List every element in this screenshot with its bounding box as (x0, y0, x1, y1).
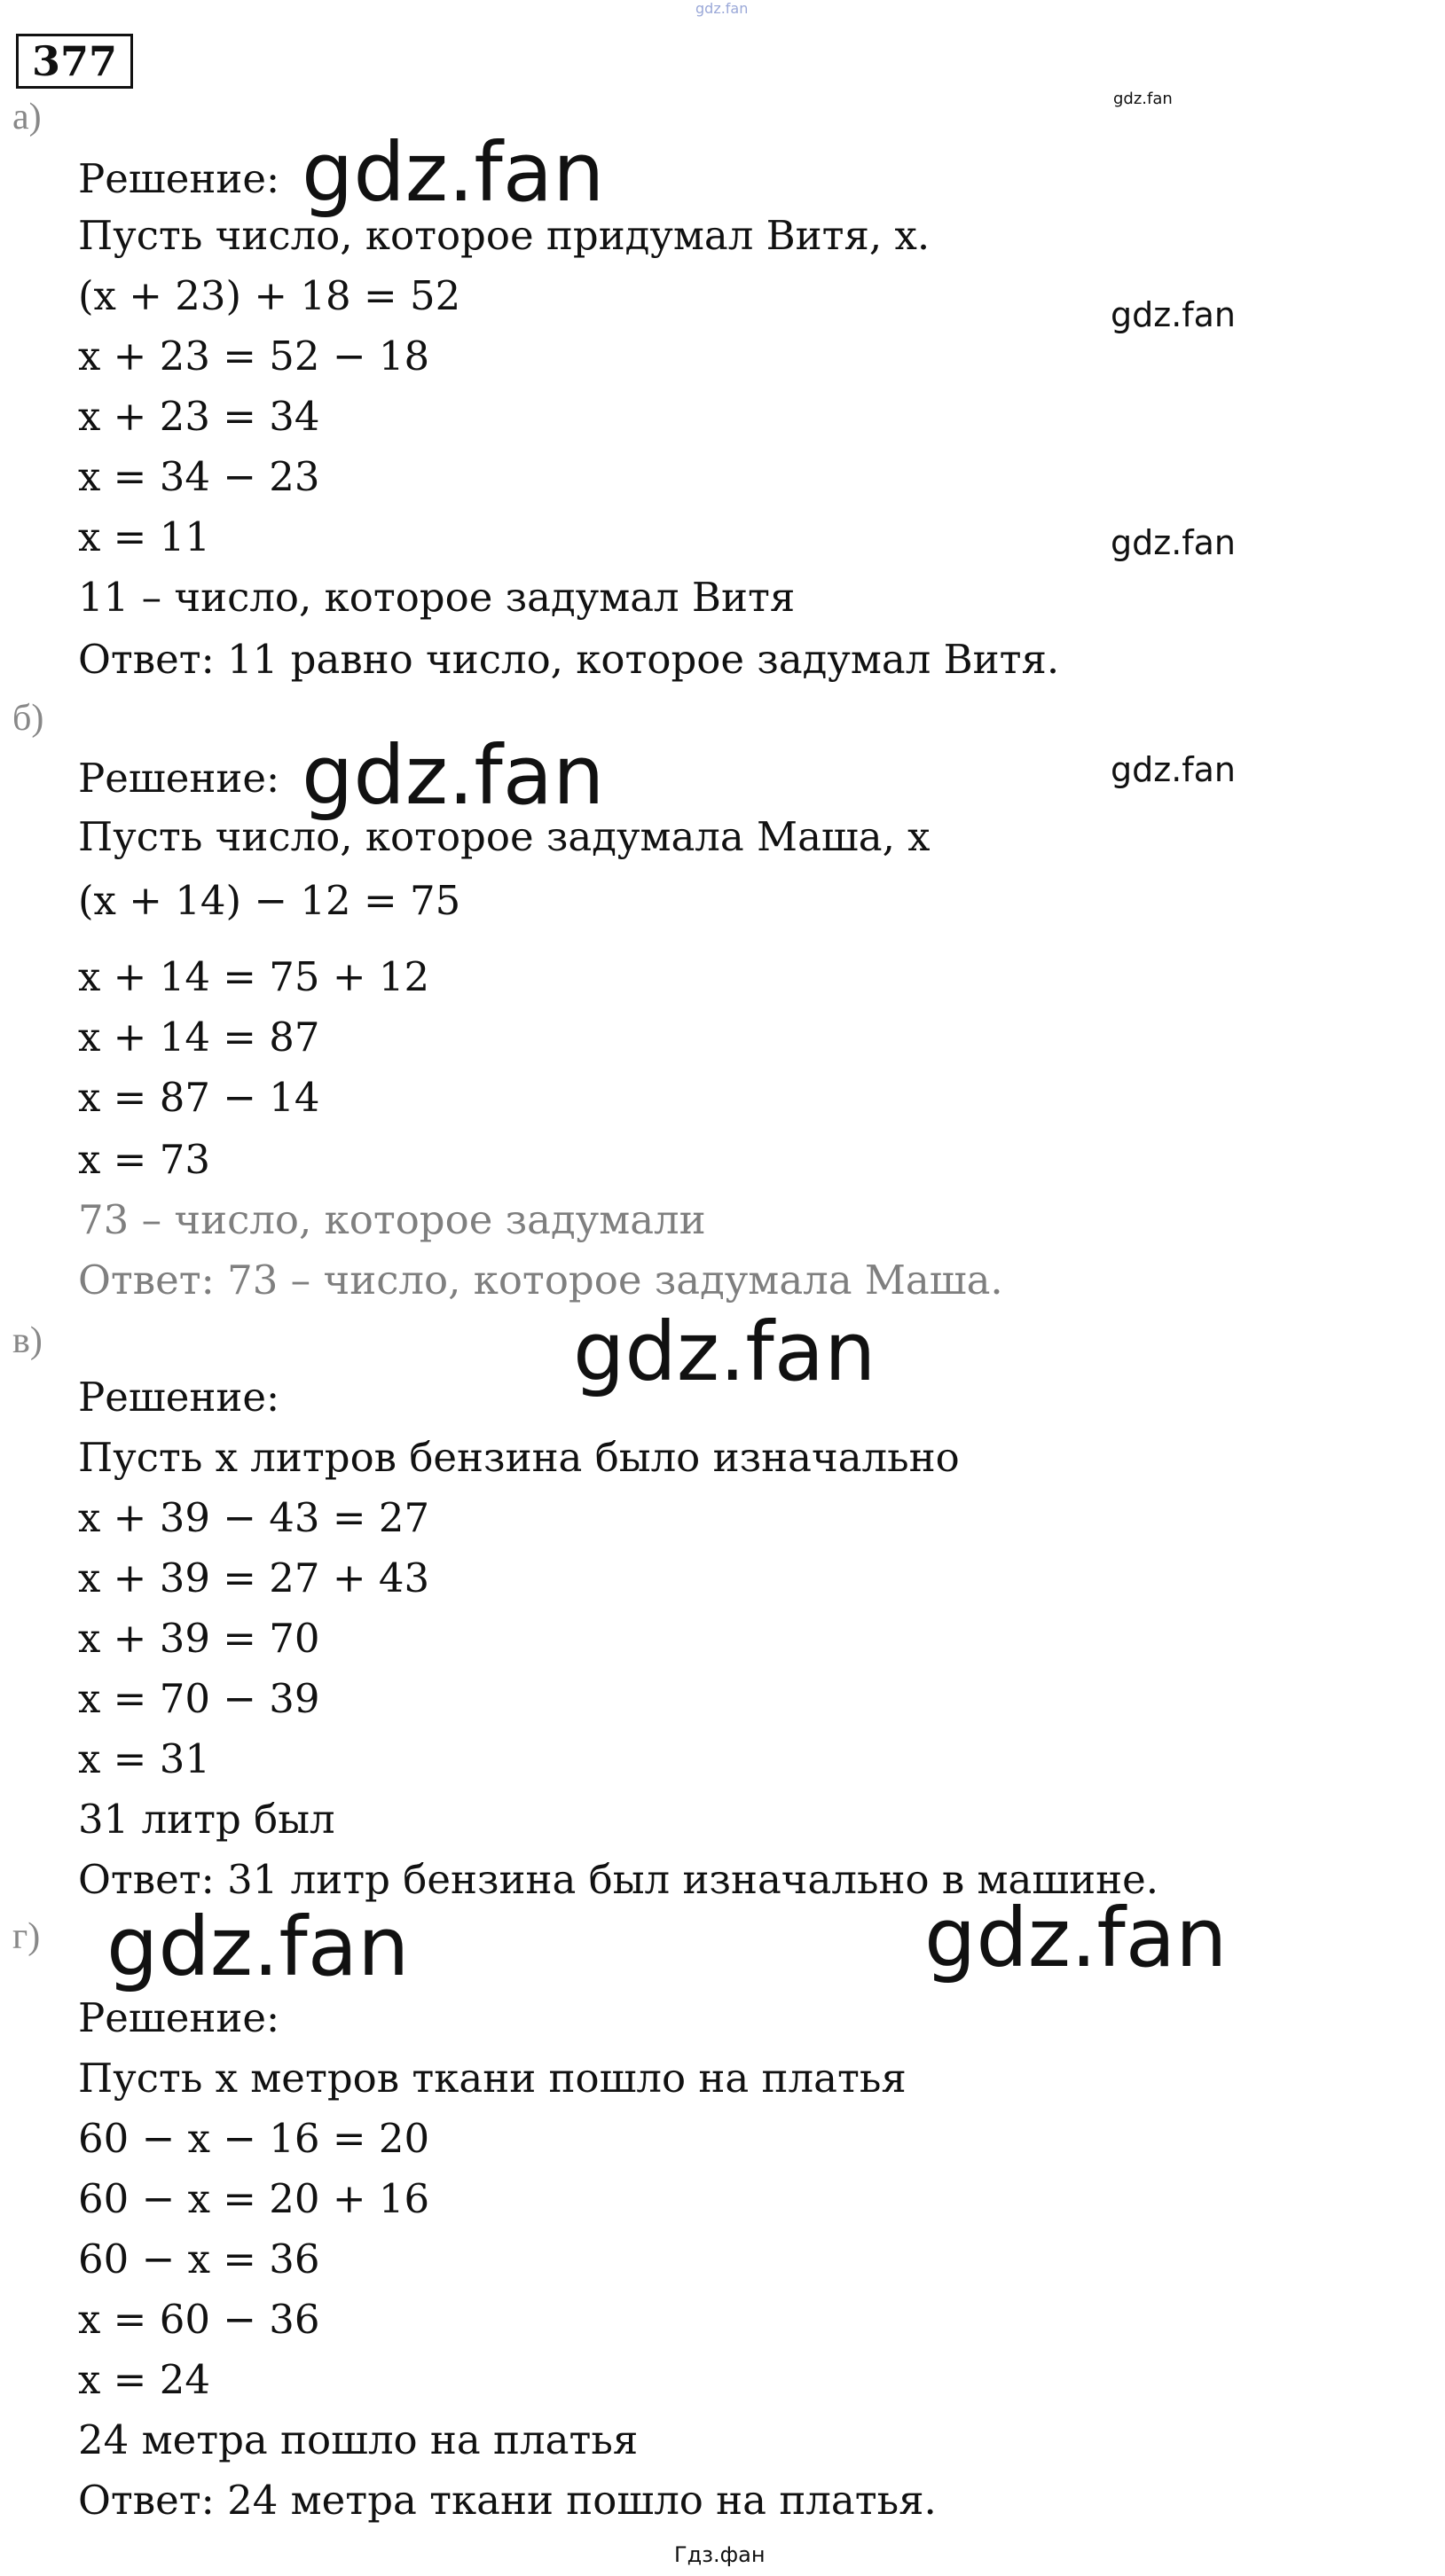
equation-line: x + 23 = 34 (78, 393, 320, 440)
watermark-medium: gdz.fan (1111, 523, 1237, 562)
equation-line: x = 87 − 14 (78, 1074, 320, 1121)
equation-line: x = 24 (78, 2356, 210, 2403)
watermark-medium: gdz.fan (1111, 295, 1237, 334)
solution-line: 24 метра пошло на платья (78, 2416, 639, 2463)
solution-line: 73 – число, которое задумали (78, 1196, 706, 1243)
problem-number: 377 (16, 34, 133, 89)
equation-line: 60 − x = 36 (78, 2235, 320, 2282)
equation-line: 60 − x − 16 = 20 (78, 2115, 430, 2162)
watermark-big: gdz.fan (573, 1304, 876, 1399)
answer-line: Ответ: 31 литр бензина был изначально в машине. (78, 1856, 1159, 1903)
equation-line: x = 11 (78, 513, 210, 560)
equation-line: x + 14 = 87 (78, 1014, 320, 1061)
watermark-small: gdz.fan (1113, 90, 1173, 108)
solution-line: 31 литр был (78, 1796, 335, 1843)
watermark-big: gdz.fan (302, 125, 605, 220)
solution-line: Пусть число, которое задумала Маша, x (78, 813, 931, 860)
equation-line: x = 73 (78, 1136, 210, 1183)
section-letter-g: г) (12, 1916, 41, 1957)
equation-line: x + 14 = 75 + 12 (78, 953, 430, 1000)
equation-line: x = 31 (78, 1735, 210, 1782)
answer-line: Ответ: 24 метра ткани пошло на платья. (78, 2477, 937, 2524)
watermark-top: gdz.fan (695, 0, 749, 17)
equation-line: (x + 23) + 18 = 52 (78, 272, 461, 319)
solution-line: Пусть число, которое придумал Витя, x. (78, 212, 931, 259)
equation-line: x + 39 = 27 + 43 (78, 1554, 430, 1601)
answer-line: Ответ: 11 равно число, которое задумал Витя. (78, 636, 1060, 683)
solution-line: Пусть x метров ткани пошло на платья (78, 2055, 907, 2102)
equation-line: 60 − x = 20 + 16 (78, 2175, 430, 2222)
solution-label: Решение: (78, 155, 280, 202)
equation-line: x = 60 − 36 (78, 2296, 320, 2343)
equation-line: x = 34 − 23 (78, 453, 320, 500)
equation-line: x + 23 = 52 − 18 (78, 333, 430, 380)
section-letter-v: в) (12, 1320, 43, 1361)
solution-line: 11 – число, которое задумал Витя (78, 574, 796, 621)
watermark-medium: gdz.fan (1111, 750, 1237, 789)
equation-line: (x + 14) − 12 = 75 (78, 877, 461, 924)
equation-line: x = 70 − 39 (78, 1675, 320, 1722)
solution-label: Решение: (78, 1374, 280, 1421)
watermark-big: gdz.fan (924, 1891, 1228, 1985)
section-letter-a: а) (12, 97, 42, 137)
equation-line: x + 39 = 70 (78, 1615, 320, 1662)
solution-label: Решение: (78, 1994, 280, 2041)
section-letter-b: б) (12, 698, 44, 739)
equation-line: x + 39 − 43 = 27 (78, 1494, 430, 1541)
watermark-big: gdz.fan (302, 728, 605, 823)
solution-line: Пусть x литров бензина было изначально (78, 1434, 960, 1481)
answer-line: Ответ: 73 – число, которое задумала Маша. (78, 1257, 1003, 1304)
solution-label: Решение: (78, 755, 280, 802)
watermark-footer: Гдз.фан (674, 2542, 766, 2567)
watermark-big: gdz.fan (106, 1899, 410, 1994)
